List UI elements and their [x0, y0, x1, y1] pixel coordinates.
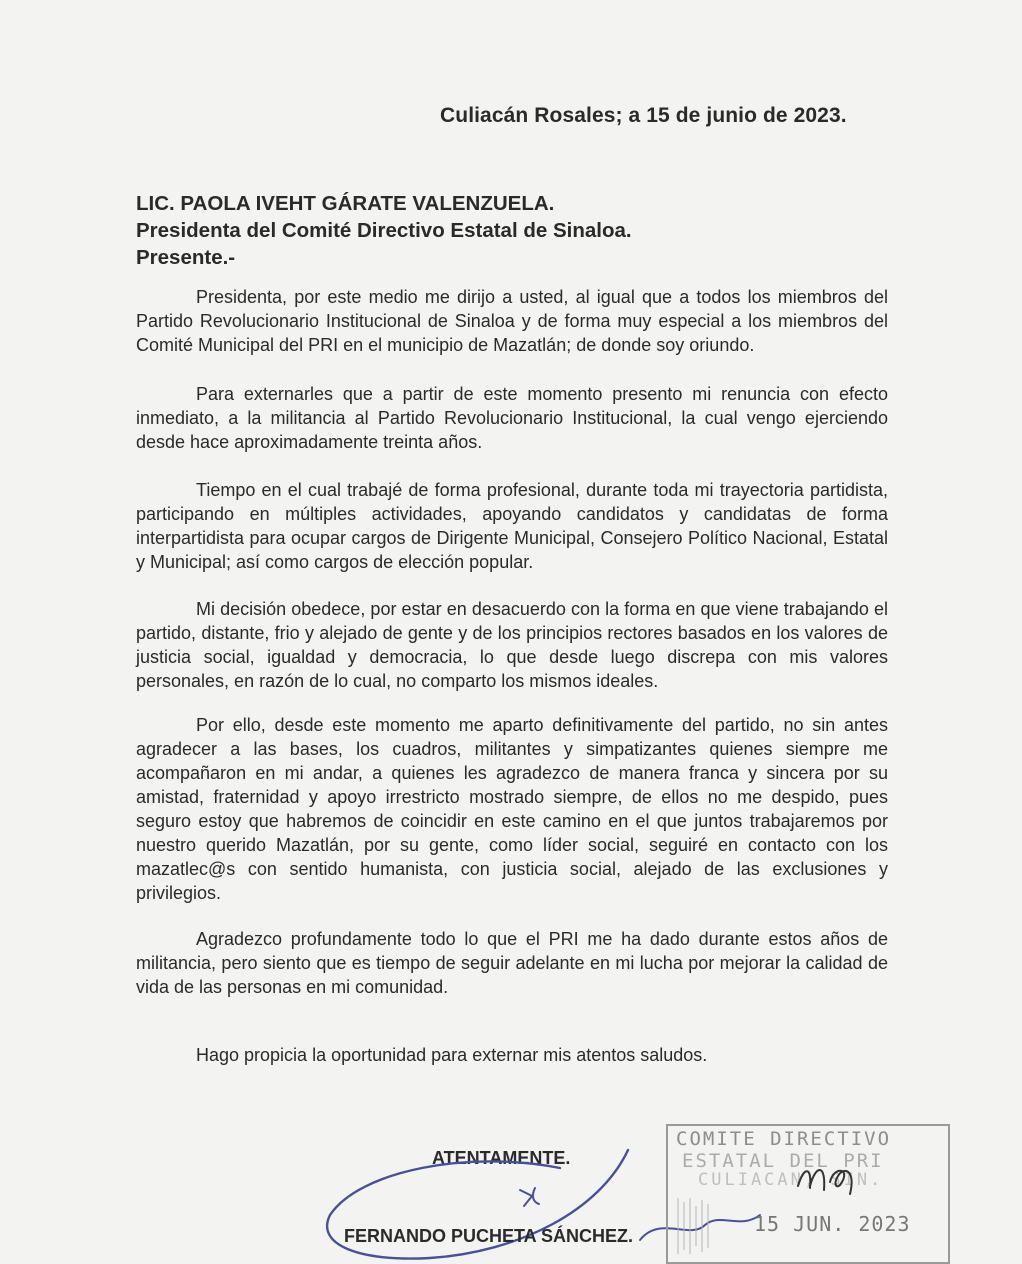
stamp-texture	[674, 1196, 734, 1256]
closing-remark: Hago propicia la oportunidad para externar mis atentos saludos.	[196, 1045, 708, 1065]
stamp-line-3: CULIACAN, SIN.	[698, 1170, 884, 1190]
recipient-block	[136, 190, 632, 271]
paragraph: Presidenta, por este medio me dirijo a usted, al igual que a todos los miembros del Partido Revolucionario Institucional de Sinaloa y de forma muy especial a los miembros del Comité Municipal del PRI en el municipio de Mazatlán; de donde soy oriundo.	[136, 287, 888, 355]
date-line: Culiacán Rosales; a 15 de junio de 2023.	[440, 104, 847, 127]
closing-word: ATENTAMENTE.	[432, 1148, 571, 1168]
paragraph: Por ello, desde este momento me aparto definitivamente del partido, no sin antes agradecer a las bases, los cuadros, militantes y simpatizantes quienes siempre me acompañaron en mi andar, a quienes les agradezco de manera franca y sincera por su amistad, fraternidad y apoyo irrestricto mostrado siempre, de ellos no me despido, pues seguro estoy que habremos de coincidir en este camino en el que juntos trabajaremos por nuestro querido Mazatlán, por su gente, como líder social, seguiré en contacto con los mazatlec@s con sentido humanista, con justicia social, alejado de las exclusiones y privilegios.	[136, 715, 888, 903]
stamp-line-2: ESTATAL DEL PRI	[682, 1150, 884, 1172]
paragraph: Para externarles que a partir de este momento presento mi renuncia con efecto inmediato, a la militancia al Partido Revolucionario Institucional, la cual vengo ejerciendo desde hace aproximadamente treinta años.	[136, 384, 888, 452]
signer-name: FERNANDO PUCHETA SÁNCHEZ.	[344, 1226, 634, 1246]
paragraph: Mi decisión obedece, por estar en desacuerdo con la forma en que viene trabajando el partido, distante, frio y alejado de gente y de los principios rectores basados en los valores de justicia social, igualdad y democracia, lo que desde luego discrepa con mis valores personales, en razón de lo cual, no comparto los mismos ideales.	[136, 599, 888, 691]
recipient-title: Presidenta del Comité Directivo Estatal de Sinaloa.	[136, 219, 632, 242]
reception-stamp	[666, 1124, 950, 1264]
paragraph: Agradezco profundamente todo lo que el PRI me ha dado durante estos años de militancia, pero siento que es tiempo de seguir adelante en mi lucha por mejorar la calidad de vida de las personas en mi comunidad.	[136, 929, 888, 997]
recipient-name: LIC. PAOLA IVEHT GÁRATE VALENZUELA.	[136, 192, 555, 215]
paragraph: Tiempo en el cual trabajé de forma profesional, durante toda mi trayectoria partidista, participando en múltiples actividades, apoyando candidatos y candidatas de forma interpartidista para ocupar cargos de Dirigente Municipal, Consejero Político Nacional, Estatal y Municipal; así como cargos de elección popular.	[136, 480, 888, 572]
stamp-initials	[794, 1156, 864, 1196]
stamp-date: 15 JUN. 2023	[754, 1212, 911, 1236]
stamp-line-1: COMITE DIRECTIVO	[676, 1128, 892, 1150]
recipient-presente: Presente.-	[136, 246, 236, 269]
